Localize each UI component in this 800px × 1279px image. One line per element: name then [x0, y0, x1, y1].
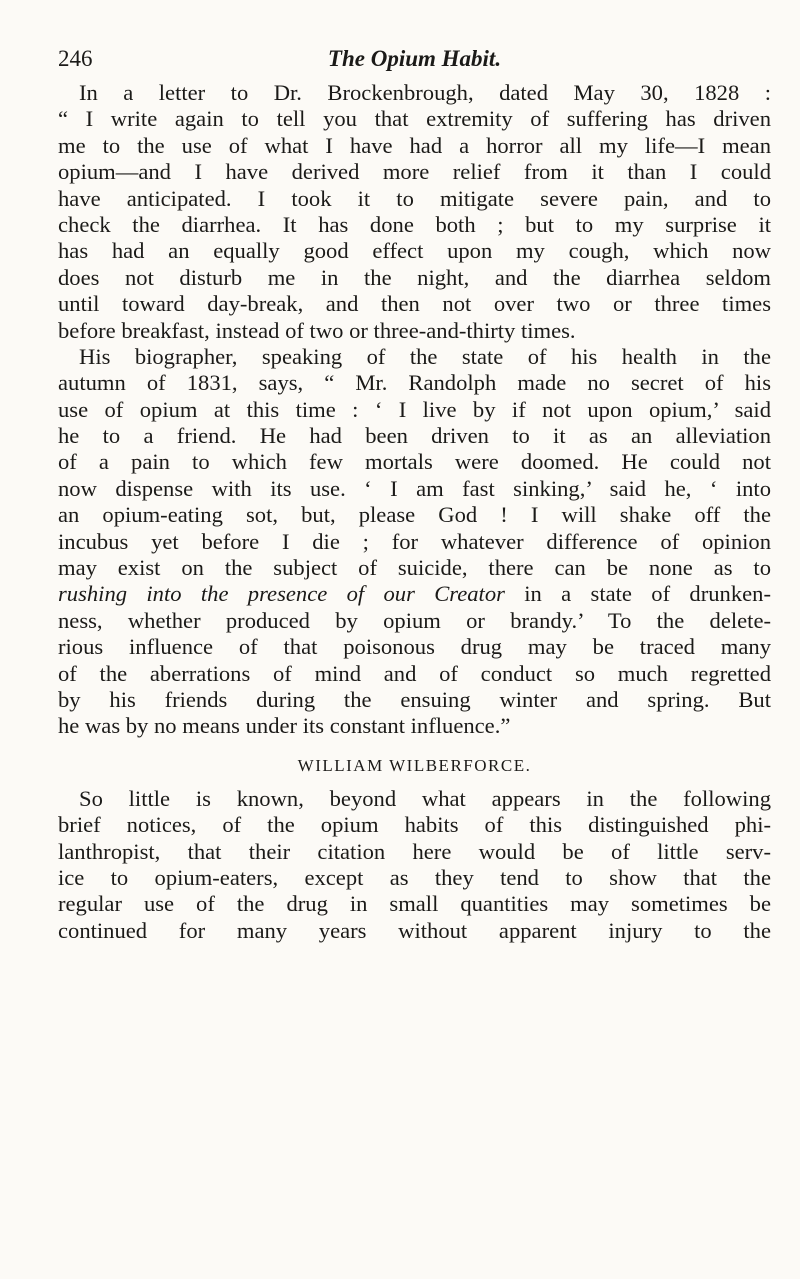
italic-phrase: rushing into the presence of our Creator: [58, 581, 505, 607]
paragraph-letter: [58, 80, 771, 344]
running-title: The Opium Habit.: [327, 46, 502, 71]
text-line: incubus yet before I die ; for whatever difference of opinion: [58, 528, 771, 554]
text-line: opium—and I have derived more relief from it than I could: [58, 159, 771, 185]
text-line: of a pain to which few mortals were doomed. He could not: [58, 449, 771, 475]
text-line: ice to opium-eaters, except as they tend to show that the: [58, 864, 771, 890]
paragraph-biographer: [58, 344, 771, 740]
text-line-with-italics: [58, 581, 771, 607]
text-line: continued for many years without apparent injury to the: [58, 917, 771, 943]
text-line: he was by no means under its constant influence.”: [58, 713, 511, 739]
text-line: by his friends during the ensuing winter and spring. But: [58, 686, 771, 712]
text-line: he to a friend. He had been driven to it as an alleviation: [58, 423, 771, 449]
text-line: His biographer, speaking of the state of his health in the: [79, 343, 771, 369]
text-line: autumn of 1831, says, “ Mr. Randolph made no secret of his: [58, 370, 771, 396]
text-line: use of opium at this time : ‘ I live by if not upon opium,’ said: [58, 396, 771, 422]
text-line: before breakfast, instead of two or three-and-thirty times.: [58, 317, 576, 343]
text-line: In a letter to Dr. Brockenbrough, dated May 30, 1828 :: [79, 80, 771, 105]
text-line: now dispense with its use. ‘ I am fast sinking,’ said he, ‘ into: [58, 475, 771, 501]
text-line: So little is known, beyond what appears in the following: [79, 785, 771, 811]
running-head: [58, 40, 771, 80]
text-line: rious influence of that poisonous drug may be traced many: [58, 634, 771, 660]
text-line: has had an equally good effect upon my cough, which now: [58, 238, 771, 264]
text-fragment: in a state of drunken-: [504, 581, 771, 607]
text-line: check the diarrhea. It has done both ; but to my surprise it: [58, 211, 771, 237]
text-line: an opium-eating sot, but, please God ! I will shake off the: [58, 502, 771, 528]
body-text: [58, 80, 771, 944]
text-line: lanthropist, that their citation here would be of little serv-: [58, 838, 771, 864]
book-page: [58, 40, 771, 944]
page-number: 246: [58, 46, 93, 71]
text-line: may exist on the subject of suicide, there can be none as to: [58, 555, 771, 581]
text-line: ness, whether produced by opium or brandy.’ To the delete-: [58, 607, 771, 633]
text-line: regular use of the drug in small quantities may sometimes be: [58, 891, 771, 917]
text-line: me to the use of what I have had a horror all my life—I mean: [58, 132, 771, 158]
text-line: have anticipated. I took it to mitigate severe pain, and to: [58, 185, 771, 211]
text-line: brief notices, of the opium habits of this distinguished phi-: [58, 812, 771, 838]
text-line: “ I write again to tell you that extremity of suffering has driven: [58, 106, 771, 132]
text-line: until toward day-break, and then not over two or three times: [58, 291, 771, 317]
section-heading: WILLIAM WILBERFORCE.: [297, 755, 532, 775]
text-line: does not disturb me in the night, and the diarrhea seldom: [58, 264, 771, 290]
paragraph-wilberforce: [58, 786, 771, 944]
text-line: of the aberrations of mind and of conduct so much regretted: [58, 660, 771, 686]
